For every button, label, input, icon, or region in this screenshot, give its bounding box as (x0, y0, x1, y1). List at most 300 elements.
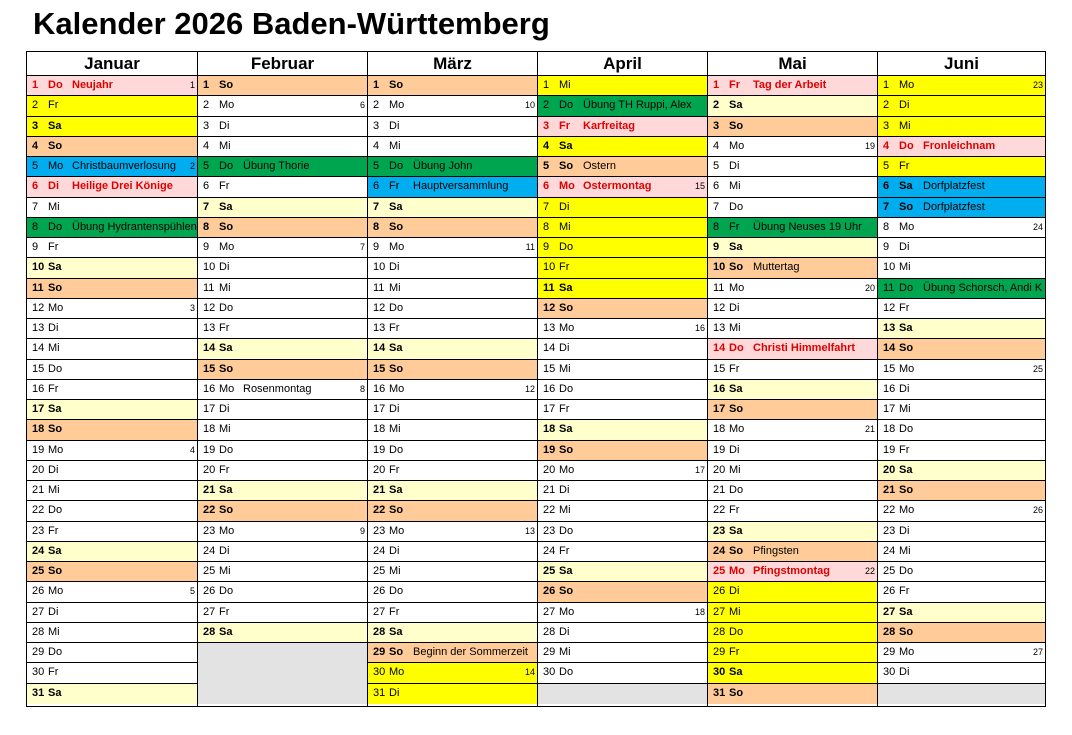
day-number: 16 (203, 382, 216, 395)
weekday: So (219, 79, 234, 91)
weekday: Sa (559, 281, 573, 294)
weekday: Fr (559, 403, 570, 415)
day-cell (198, 258, 367, 278)
day-cell (708, 441, 877, 461)
day-cell (27, 157, 197, 177)
day-cell (27, 96, 197, 116)
day-number: 6 (373, 180, 380, 193)
day-cell (708, 339, 877, 359)
day-number: 5 (543, 160, 550, 172)
day-number: 13 (32, 322, 45, 334)
day-number: 3 (203, 119, 210, 132)
weekday: Fr (729, 79, 740, 91)
month-header: Januar (27, 52, 197, 76)
event-label: Übung Neuses 19 Uhr (753, 220, 862, 233)
day-number: 9 (32, 241, 39, 253)
day-number: 10 (713, 261, 726, 274)
weekday: Fr (389, 322, 400, 334)
weekday: Do (899, 139, 914, 152)
day-number: 25 (543, 565, 556, 577)
day-cell (538, 562, 707, 582)
day-cell (27, 339, 197, 359)
event-label: Hauptversammlung (413, 180, 509, 193)
day-cell (198, 198, 367, 218)
weekday: Sa (219, 484, 233, 496)
day-number: 26 (543, 585, 556, 598)
weekday: So (729, 403, 744, 415)
day-cell (878, 258, 1045, 278)
day-cell (27, 522, 197, 542)
day-cell (198, 380, 367, 400)
weekday: Mi (219, 565, 231, 577)
week-number: 5 (189, 586, 195, 597)
day-cell (27, 238, 197, 258)
weekday: Mi (48, 342, 60, 355)
day-number: 15 (543, 362, 556, 375)
weekday: Mo (559, 322, 575, 334)
day-cell (368, 501, 537, 521)
day-cell (538, 461, 707, 481)
day-cell (538, 420, 707, 440)
weekday: Do (389, 301, 404, 314)
day-cell (27, 461, 197, 481)
day-cell (27, 643, 197, 663)
event-label: Christi Himmelfahrt (753, 342, 856, 355)
weekday: Do (389, 160, 404, 172)
weekday: Do (219, 301, 234, 314)
day-cell (538, 501, 707, 521)
day-cell (27, 198, 197, 218)
day-cell (708, 360, 877, 380)
weekday: Mo (389, 382, 405, 395)
weekday: So (729, 119, 744, 132)
day-number: 13 (203, 322, 216, 334)
day-number: 8 (543, 220, 550, 233)
day-number: 10 (32, 261, 45, 274)
weekday: So (389, 79, 404, 91)
weekday: Di (219, 119, 230, 132)
day-number: 6 (883, 180, 890, 193)
weekday: Di (48, 322, 59, 334)
day-number: 11 (543, 281, 555, 294)
day-number: 28 (32, 625, 45, 638)
weekday: Mo (729, 423, 745, 436)
weekday: Mo (389, 524, 405, 537)
day-number: 25 (203, 565, 216, 577)
day-number: 18 (203, 423, 216, 436)
day-cell (198, 623, 367, 643)
day-cell (708, 218, 877, 238)
month-header: April (538, 52, 707, 76)
day-number: 20 (713, 463, 726, 476)
day-cell (538, 663, 707, 683)
week-number: 23 (1032, 80, 1043, 90)
event-label: Ostermontag (583, 180, 652, 193)
day-number: 11 (373, 281, 385, 294)
day-cell (368, 400, 537, 420)
month-column (537, 52, 707, 706)
weekday: Di (48, 605, 59, 618)
weekday: Di (729, 585, 740, 598)
weekday: Di (899, 524, 910, 537)
week-number: 15 (694, 181, 705, 192)
weekday: Mo (899, 646, 915, 658)
day-cell (368, 258, 537, 278)
day-number: 22 (373, 504, 386, 517)
day-number: 17 (543, 403, 556, 415)
weekday: Fr (219, 463, 230, 476)
day-cell (27, 299, 197, 319)
day-number: 27 (32, 605, 45, 618)
weekday: Di (389, 686, 400, 699)
day-number: 14 (883, 342, 896, 355)
day-number: 22 (543, 504, 556, 517)
day-number: 26 (32, 585, 45, 598)
weekday: So (48, 423, 63, 436)
event-label: Dorfplatzfest (923, 200, 985, 213)
week-number: 17 (694, 464, 705, 475)
day-number: 7 (883, 200, 890, 213)
day-number: 22 (883, 504, 896, 517)
weekday: Do (389, 443, 404, 456)
weekday: Mo (899, 79, 915, 91)
day-cell (708, 177, 877, 197)
day-number: 16 (713, 382, 726, 395)
weekday: Mi (389, 565, 401, 577)
weekday: Sa (48, 544, 62, 557)
month-column (367, 52, 537, 706)
day-number: 3 (543, 119, 550, 132)
day-cell (27, 663, 197, 683)
day-cell (198, 218, 367, 238)
empty-day-cell (198, 643, 367, 663)
day-cell (538, 218, 707, 238)
day-cell (368, 117, 537, 137)
weekday: So (559, 443, 574, 456)
day-number: 13 (713, 322, 726, 334)
day-cell (368, 319, 537, 339)
day-number: 6 (32, 180, 39, 193)
day-cell (708, 157, 877, 177)
weekday: Di (899, 382, 910, 395)
day-number: 10 (203, 261, 216, 274)
day-number: 11 (203, 281, 215, 294)
day-cell (708, 198, 877, 218)
empty-day-cell (198, 663, 367, 683)
month-header: Mai (708, 52, 877, 76)
month-column (877, 52, 1045, 706)
day-cell (538, 400, 707, 420)
weekday: Do (48, 79, 63, 91)
weekday: Mi (389, 281, 401, 294)
day-cell (878, 177, 1045, 197)
weekday: Mo (219, 382, 235, 395)
day-cell (538, 279, 707, 299)
weekday: Di (899, 241, 910, 253)
weekday: Fr (729, 646, 740, 658)
weekday: Mo (559, 180, 575, 193)
day-number: 8 (32, 220, 39, 233)
week-number: 16 (694, 323, 705, 333)
day-cell (878, 643, 1045, 663)
event-label: Neujahr (72, 79, 113, 91)
weekday: Fr (219, 322, 230, 334)
month-column (27, 52, 197, 706)
weekday: Di (389, 261, 400, 274)
event-label: Übung Schorsch, Andi K (923, 281, 1043, 294)
day-cell (27, 360, 197, 380)
day-cell (538, 339, 707, 359)
day-number: 4 (713, 139, 720, 152)
day-cell (198, 400, 367, 420)
weekday: Mi (899, 261, 911, 274)
day-number: 7 (543, 200, 550, 213)
weekday: Fr (899, 443, 910, 456)
weekday: Di (729, 443, 740, 456)
day-cell (368, 542, 537, 562)
event-label: Pfingsten (753, 544, 799, 557)
weekday: Sa (389, 484, 403, 496)
calendar-grid (26, 51, 1046, 707)
day-cell (27, 137, 197, 157)
day-number: 6 (543, 180, 550, 193)
day-cell (368, 663, 537, 683)
day-number: 26 (883, 585, 896, 598)
day-cell (878, 603, 1045, 623)
weekday: Fr (389, 180, 400, 193)
day-cell (538, 582, 707, 602)
weekday: Do (899, 423, 914, 436)
day-number: 29 (32, 646, 45, 658)
day-number: 9 (373, 241, 380, 253)
weekday: Sa (899, 463, 913, 476)
day-number: 7 (32, 200, 39, 213)
day-cell (27, 319, 197, 339)
weekday: Sa (729, 241, 743, 253)
weekday: Mi (729, 605, 741, 618)
day-number: 15 (32, 362, 45, 375)
weekday: So (389, 362, 404, 375)
day-cell (878, 400, 1045, 420)
day-number: 11 (713, 281, 725, 294)
weekday: Fr (729, 220, 740, 233)
weekday: Mi (219, 423, 231, 436)
day-cell (368, 238, 537, 258)
day-number: 26 (203, 585, 216, 598)
week-number: 10 (524, 100, 535, 111)
day-number: 4 (373, 139, 380, 152)
day-cell (198, 582, 367, 602)
weekday: So (389, 220, 404, 233)
day-number: 17 (32, 403, 45, 415)
day-cell (878, 137, 1045, 157)
day-cell (368, 380, 537, 400)
weekday: Sa (559, 423, 573, 436)
weekday: So (899, 200, 914, 213)
weekday: Mo (899, 504, 915, 517)
day-cell (368, 339, 537, 359)
day-cell (708, 76, 877, 96)
weekday: Fr (559, 261, 570, 274)
day-number: 20 (883, 463, 896, 476)
weekday: So (559, 301, 574, 314)
day-number: 28 (543, 625, 556, 638)
day-cell (538, 96, 707, 116)
day-cell (538, 542, 707, 562)
weekday: Do (219, 160, 234, 172)
day-number: 15 (373, 362, 386, 375)
day-cell (538, 258, 707, 278)
day-number: 24 (543, 544, 556, 557)
weekday: Do (48, 220, 63, 233)
week-number: 24 (1032, 221, 1043, 232)
weekday: Sa (219, 200, 233, 213)
day-cell (878, 380, 1045, 400)
week-number: 18 (694, 606, 705, 617)
day-cell (368, 582, 537, 602)
day-cell (878, 522, 1045, 542)
day-cell (538, 319, 707, 339)
day-cell (708, 420, 877, 440)
day-cell (708, 643, 877, 663)
weekday: So (219, 504, 234, 517)
week-number: 3 (189, 302, 195, 313)
weekday: Fr (899, 160, 910, 172)
day-number: 21 (203, 484, 216, 496)
weekday: So (559, 160, 574, 172)
day-number: 30 (543, 666, 556, 679)
day-cell (878, 542, 1045, 562)
month-header: Juni (878, 52, 1045, 76)
day-number: 26 (373, 585, 386, 598)
weekday: Mi (729, 463, 741, 476)
weekday: So (219, 362, 234, 375)
weekday: Fr (48, 241, 59, 253)
weekday: Fr (389, 463, 400, 476)
day-number: 15 (203, 362, 216, 375)
day-cell (878, 582, 1045, 602)
day-number: 22 (713, 504, 726, 517)
day-number: 10 (883, 261, 896, 274)
day-number: 16 (373, 382, 386, 395)
weekday: Mo (559, 605, 575, 618)
day-number: 18 (32, 423, 45, 436)
weekday: Do (389, 585, 404, 598)
weekday: Mi (389, 139, 401, 152)
day-cell (878, 198, 1045, 218)
weekday: So (729, 261, 744, 274)
day-number: 29 (543, 646, 556, 658)
weekday: Fr (899, 301, 910, 314)
day-number: 8 (883, 220, 890, 233)
weekday: So (729, 686, 744, 699)
week-number: 8 (359, 383, 365, 394)
weekday: Fr (219, 180, 230, 193)
day-cell (878, 663, 1045, 683)
day-cell (27, 218, 197, 238)
day-number: 2 (713, 99, 720, 112)
day-cell (27, 582, 197, 602)
week-number: 25 (1032, 363, 1043, 374)
day-number: 16 (883, 382, 896, 395)
weekday: Do (559, 666, 574, 679)
event-label: Christbaumverlosung (72, 160, 176, 172)
day-number: 1 (883, 79, 890, 91)
day-cell (27, 684, 197, 704)
day-cell (538, 441, 707, 461)
day-number: 9 (713, 241, 720, 253)
weekday: Mi (389, 423, 401, 436)
weekday: Di (559, 200, 570, 213)
page-title: Kalender 2026 Baden-Württemberg (33, 6, 550, 41)
day-number: 16 (32, 382, 45, 395)
day-cell (368, 643, 537, 663)
weekday: Sa (899, 180, 913, 193)
day-number: 21 (373, 484, 386, 496)
weekday: Fr (48, 99, 59, 112)
weekday: Sa (48, 686, 62, 699)
weekday: Fr (559, 119, 570, 132)
day-cell (708, 501, 877, 521)
day-cell (368, 360, 537, 380)
weekday: Di (899, 99, 910, 112)
week-number: 27 (1032, 647, 1043, 657)
day-number: 20 (373, 463, 386, 476)
day-number: 8 (203, 220, 210, 233)
day-cell (198, 177, 367, 197)
day-cell (538, 157, 707, 177)
weekday: Mo (899, 220, 915, 233)
day-number: 27 (713, 605, 726, 618)
day-cell (538, 643, 707, 663)
weekday: Mo (48, 301, 64, 314)
weekday: Do (48, 504, 63, 517)
event-label: Übung TH Ruppi, Alex (583, 99, 692, 112)
day-cell (27, 177, 197, 197)
weekday: Do (219, 585, 234, 598)
weekday: Sa (559, 565, 573, 577)
day-number: 17 (203, 403, 216, 415)
weekday: Do (729, 342, 744, 355)
weekday: So (729, 544, 744, 557)
day-number: 9 (203, 241, 210, 253)
weekday: Do (559, 524, 574, 537)
day-number: 20 (32, 463, 45, 476)
day-cell (538, 177, 707, 197)
day-cell (878, 481, 1045, 501)
weekday: Mi (729, 180, 741, 193)
day-cell (198, 299, 367, 319)
day-number: 19 (713, 443, 726, 456)
week-number: 6 (359, 100, 365, 111)
weekday: Do (899, 281, 914, 294)
day-number: 19 (203, 443, 216, 456)
weekday: Mo (219, 524, 235, 537)
day-cell (538, 117, 707, 137)
day-cell (538, 137, 707, 157)
week-number: 9 (359, 525, 365, 536)
day-number: 6 (203, 180, 210, 193)
month-header: Februar (198, 52, 367, 76)
day-cell (368, 137, 537, 157)
day-cell (708, 258, 877, 278)
day-number: 23 (713, 524, 726, 537)
day-number: 2 (32, 99, 39, 112)
day-cell (368, 279, 537, 299)
day-number: 23 (883, 524, 896, 537)
day-cell (538, 238, 707, 258)
day-number: 29 (883, 646, 896, 658)
